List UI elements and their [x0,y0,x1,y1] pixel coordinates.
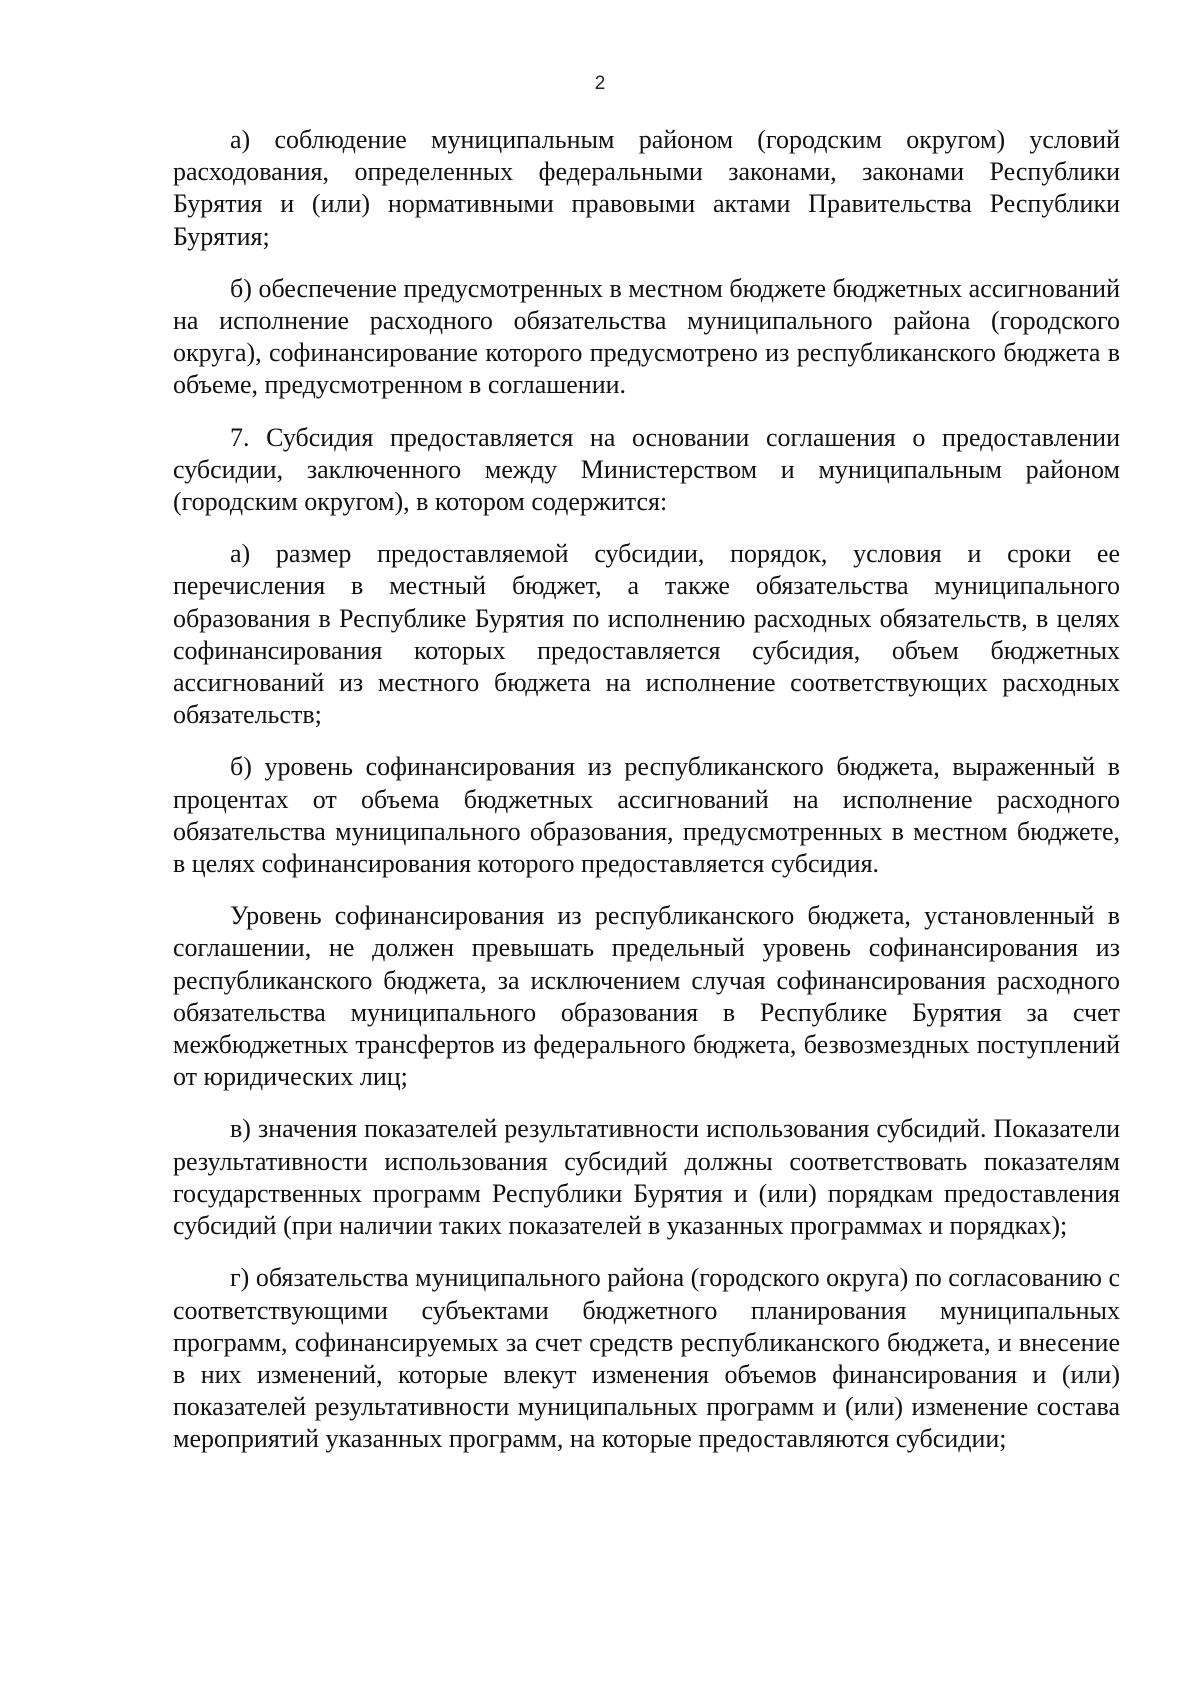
page-number: 2 [594,73,606,94]
paragraph-6b: б) обеспечение предусмотренных в местном бюджете бюджетных ассигнований на исполнение расходного обязательства муниципального района (городского округа), софинансирование которого предусмотрено из республиканского бюджета в объеме, предусмотренном в соглашении. [173,273,1120,400]
paragraph-7a: а) размер предоставляемой субсидии, порядок, условия и сроки ее перечисления в местный бюджет, а также обязательства муниципального образования в Республике Бурятия по исполнению расходных обязательств, в целях софинансирования которых предоставляется субсидия, объем бюджетных ассигнований из местного бюджета на исполнение соответствующих расходных обязательств; [173,539,1120,730]
document-body [173,124,1120,1476]
paragraph-cofinancing-level: Уровень софинансирования из республиканского бюджета, установленный в соглашении, не должен превышать предельный уровень софинансирования из республиканского бюджета, за исключением случая софинансирования расходного обязательства муниципального образования в Республике Бурятия за счет межбюджетных трансфертов из федерального бюджета, безвозмездных поступлений от юридических лиц; [173,901,1120,1092]
paragraph-7v: в) значения показателей результативности использования субсидий. Показатели результативности использования субсидий должны соответствовать показателям государственных программ Республики Бурятия и (или) порядкам предоставления субсидий (при наличии таких показателей в указанных программах и порядках); [173,1114,1120,1241]
paragraph-7b: б) уровень софинансирования из республиканского бюджета, выраженный в процентах от объема бюджетных ассигнований на исполнение расходного обязательства муниципального образования, предусмотренных в местном бюджете, в целях софинансирования которого предоставляется субсидия. [173,752,1120,879]
paragraph-7g: г) обязательства муниципального района (городского округа) по согласованию с соответствующими субъектами бюджетного планирования муниципальных программ, софинансируемых за счет средств республиканского бюджета, и внесение в них изменений, которые влекут изменения объемов финансирования и (или) показателей результативности муниципальных программ и (или) изменение состава мероприятий указанных программ, на которые предоставляются субсидии; [173,1263,1120,1454]
paragraph-6a: а) соблюдение муниципальным районом (городским округом) условий расходования, определенных федеральными законами, законами Республики Бурятия и (или) нормативными правовыми актами Правительства Республики Бурятия; [173,125,1120,251]
paragraph-7: 7. Субсидия предоставляется на основании соглашения о предоставлении субсидии, заключенного между Министерством и муниципальным районом (городским округом), в котором содержится: [173,422,1120,517]
